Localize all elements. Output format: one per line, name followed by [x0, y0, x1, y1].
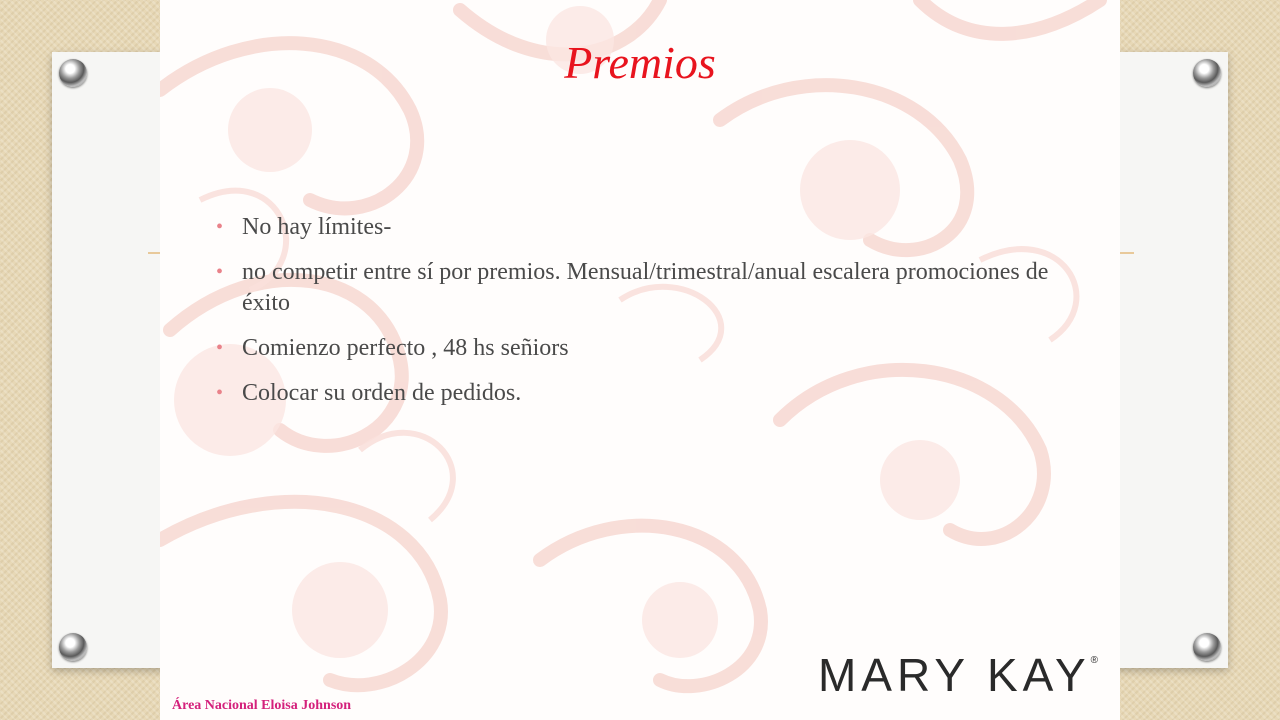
divider-line-right: [1120, 252, 1134, 254]
rivet-icon: [1193, 59, 1221, 87]
slide-title: Premios: [564, 37, 716, 88]
bullet-icon: •: [216, 216, 224, 238]
divider-line-left: [148, 252, 160, 254]
bullet-icon: •: [216, 261, 224, 283]
bullet-text: Comienzo perfecto , 48 hs señiors: [242, 335, 569, 361]
list-item: [216, 212, 1076, 243]
bullet-icon: •: [216, 337, 224, 359]
rivet-icon: [59, 59, 87, 87]
bullet-list: [216, 212, 1076, 423]
registered-mark: ®: [1090, 655, 1098, 666]
bullet-text: No hay límites-: [242, 214, 392, 240]
rivet-icon: [1193, 633, 1221, 661]
rivet-icon: [59, 633, 87, 661]
logo-text: MARY KAY: [817, 649, 1091, 701]
bullet-text: no competir entre sí por premios. Mensual/trimestral/anual escalera promociones de éxito: [242, 259, 1049, 316]
list-item: [216, 378, 1076, 409]
mary-kay-logo: [818, 648, 1098, 702]
bullet-text: Colocar su orden de pedidos.: [242, 380, 522, 406]
bullet-icon: •: [216, 382, 224, 404]
slide: [160, 0, 1120, 720]
list-item: [216, 333, 1076, 364]
list-item: [216, 257, 1076, 319]
footer-text: Área Nacional Eloisa Johnson: [172, 698, 352, 713]
